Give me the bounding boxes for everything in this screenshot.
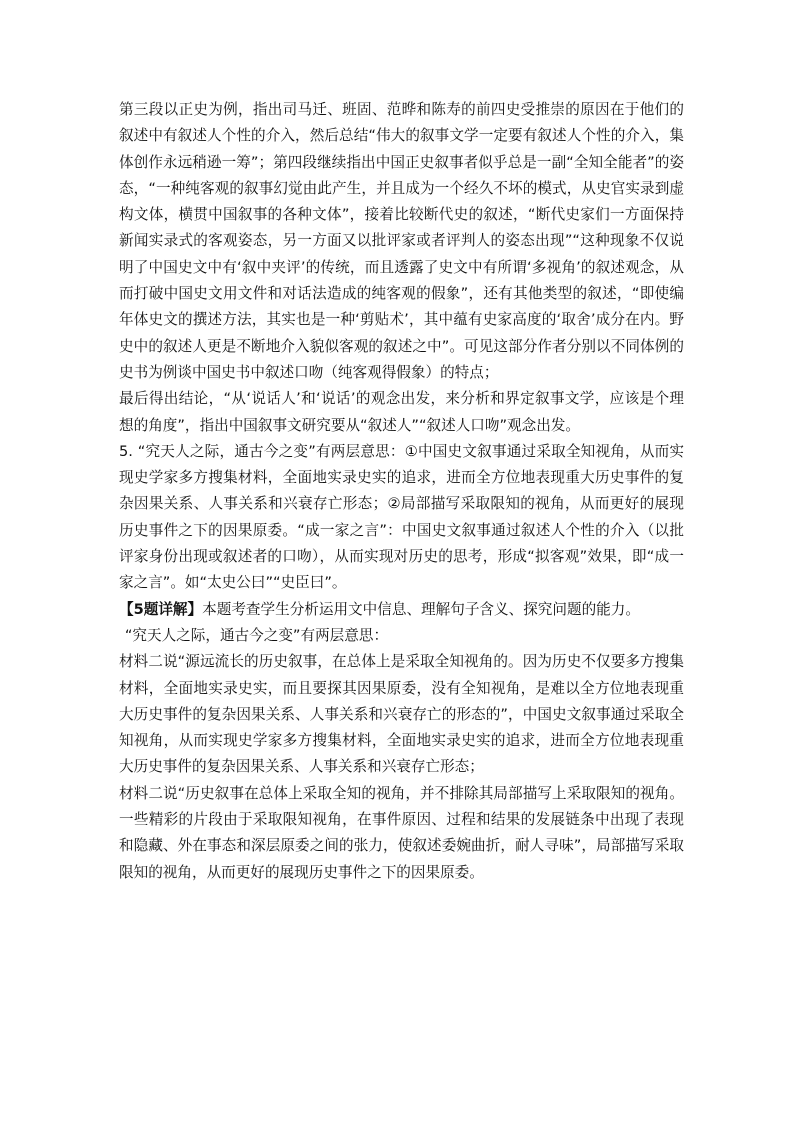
question-5-explanation-text: 本题考查学生分析运用文中信息、理解句子含义、探究问题的能力。 — [202, 600, 640, 618]
document-page — [119, 97, 684, 886]
paragraph-question-5-explanation — [119, 597, 684, 623]
paragraph-material-two-omniscient: 材料二说“源远流长的历史叙事，在总体上是采取全知视角的。因为历史不仅要多方搜集材料，全面地实录史实，而且要探其因果原委，没有全知视角，是难以全方位地表现重大历史事件的复杂因果关系、人事关系和兴衰存亡的形态的”，中国史文叙事通过采取全知视角，从而实现史学家多方搜集材料，全面地实录史实的追求，进而全方位地表现重大历史事件的复杂因果关系、人事关系和兴衰存亡形态； — [119, 653, 684, 776]
paragraph-third-fourth-section-analysis: 第三段以正史为例，指出司马迁、班固、范晔和陈寿的前四史受推崇的原因在于他们的叙述中有叙述人个性的介入，然后总结“伟大的叙事文学一定要有叙述人个性的介入，集体创作永远稍逊一筹”；第四段继续指出中国正史叙事者似乎总是一副“全知全能者”的姿态，“一种纯客观的叙事幻觉由此产生，并且成为一个经久不坏的模式，从史官实录到虚构文体，横贯中国叙事的各种文体”，接着比较断代史的叙述，“断代史家们一方面保持新闻实录式的客观姿态，另一方面又以批评家或者评判人的姿态出现”“这种现象不仅说明了中国史文中有‘叙中夹评’的传统，而且透露了史文中有所谓‘多视角’的叙述观念，从而打破中国史文用文件和对话法造成的纯客观的假象”，还有其他类型的叙述，“即使编年体史文的撰述方法，其实也是一种‘剪贴术’，其中蕴有史家高度的‘取舍’成分在内。野史中的叙述人更是不断地介入貌似客观的叙述之中”。可见这部分作者分别以不同体例的史书为例谈中国史书中叙述口吻（纯客观得假象）的特点； — [119, 101, 684, 381]
paragraph-material-two-limited: 材料二说“历史叙事在总体上采取全知的视角，并不排除其局部描写上采取限知的视角。一些精彩的片段由于采取限知视角，在事件原因、过程和结果的发展链条中出现了表现和隐藏、外在事态和深层原委之间的张力，使叙述委婉曲折，耐人寻味”，局部描写采取限知的视角，从而更好的展现历史事件之下的因果原委。 — [119, 784, 684, 881]
paragraph-two-meanings-intro: “究天人之际，通古今之变”有两层意思： — [124, 626, 389, 644]
question-5-heading: 【5题详解】 — [119, 600, 203, 618]
paragraph-conclusion: 最后得出结论，“从‘说话人’和‘说话’的观念出发，来分析和界定叙事文学，应该是个理想的角度”，指出中国叙事文研究要从“叙述人”“叙述人口吻”观念出发。 — [119, 390, 684, 434]
paragraph-answer-5: 5. “究天人之际，通古今之变”有两层意思：①中国史文叙事通过采取全知视角，从而实现史学家多方搜集材料，全面地实录史实的追求，进而全方位地表现重大历史事件的复杂因果关系、人事关系和兴衰存亡形态；②局部描写采取限知的视角，从而更好的展现历史事件之下的因果原委。“成一家之言”：中国史文叙事通过叙述人个性的介入（以批评家身份出现或叙述者的口吻），从而实现对历史的思考，形成“拟客观”效果，即“成一家之言”。如“太史公曰”“史臣曰”。 — [119, 442, 684, 592]
